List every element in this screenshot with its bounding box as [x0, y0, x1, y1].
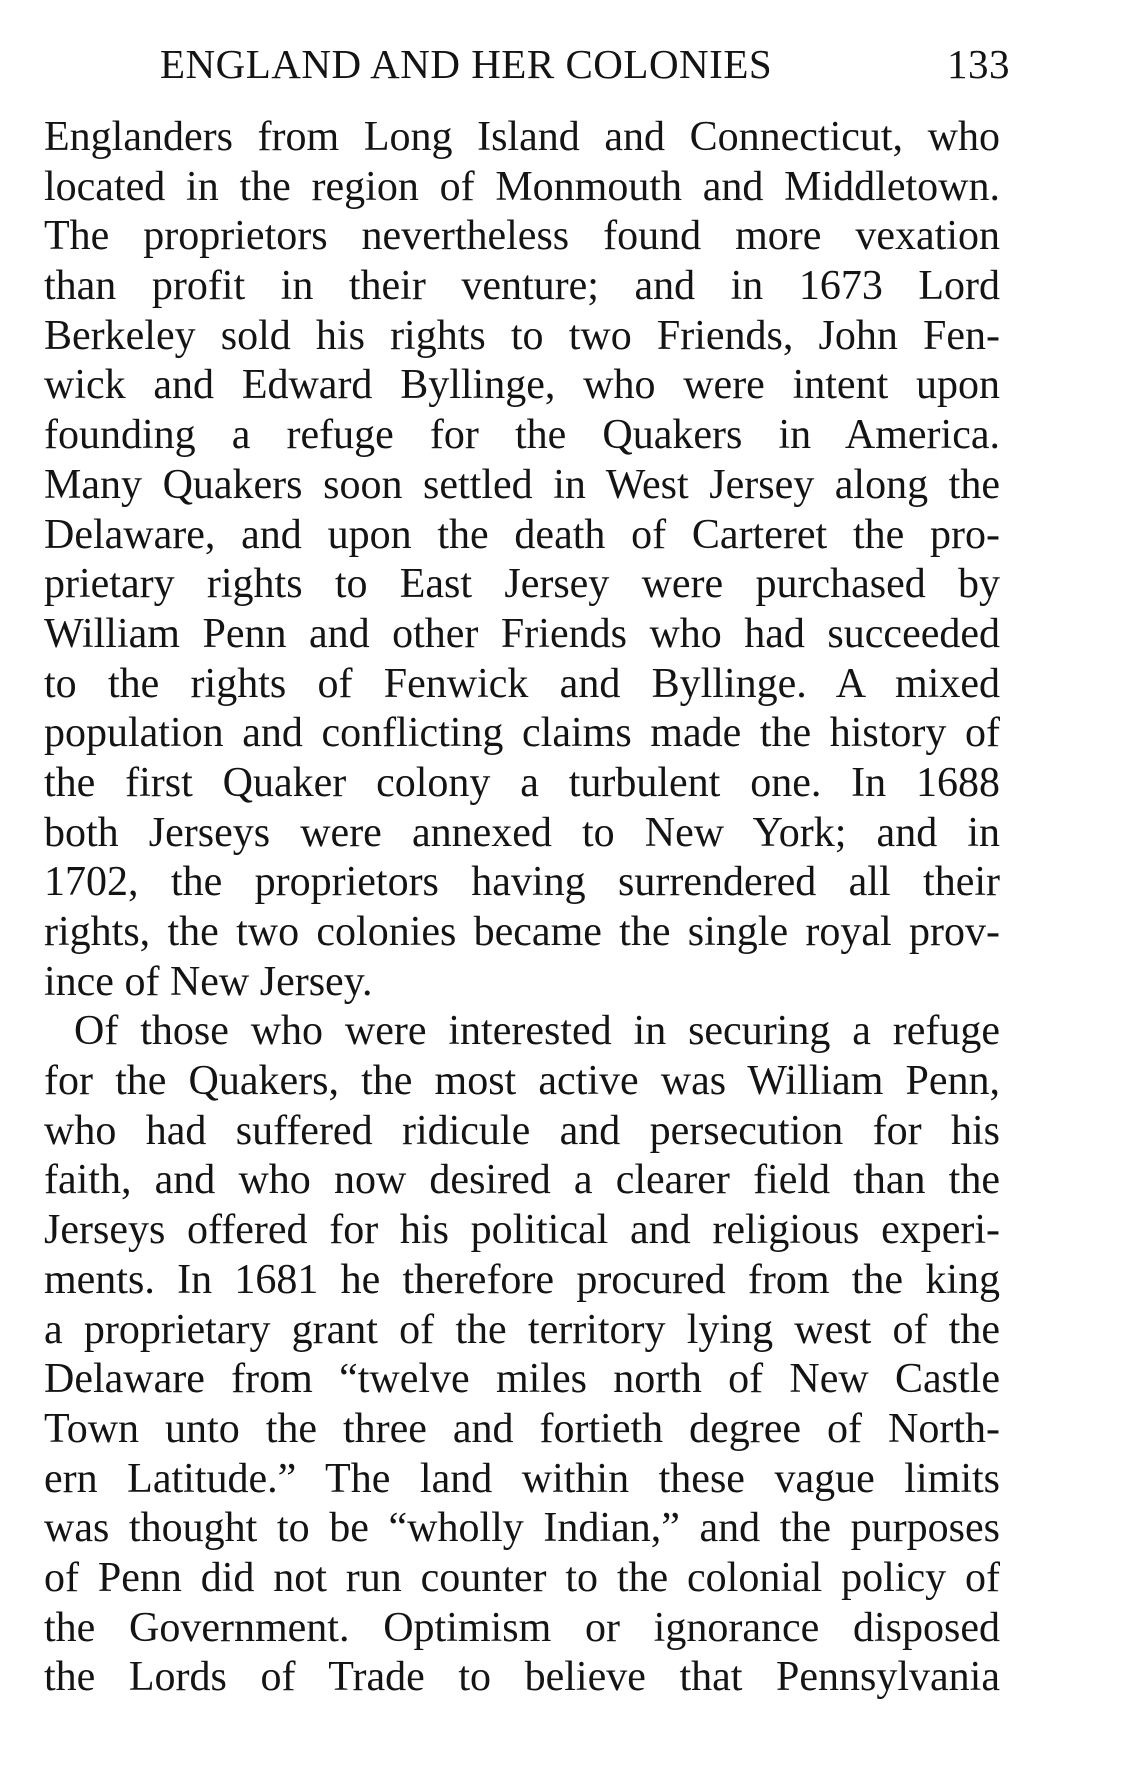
page-number: 133: [947, 41, 1010, 87]
text-line: 1702, the proprietors having surrendered all their: [44, 859, 1000, 906]
text-line: William Penn and other Friends who had succeeded: [44, 610, 1000, 657]
text-line: for the Quakers, the most active was William Penn,: [44, 1058, 1000, 1105]
paragraph-start-line: Of those who were interested in securing a refuge: [74, 1008, 1000, 1055]
text-line: ern Latitude.” The land within these vague limits: [44, 1455, 1000, 1502]
text-line: faith, and who now desired a clearer field than the: [44, 1157, 1000, 1204]
text-line: a proprietary grant of the territory lying west of the: [44, 1306, 1000, 1353]
text-line: than profit in their venture; and in 1673 Lord: [44, 263, 1000, 310]
running-head: [160, 40, 1010, 100]
paragraph-end-line: ince of New Jersey.: [44, 958, 373, 1005]
text-line: Berkeley sold his rights to two Friends, John Fen-: [44, 312, 1000, 359]
text-line: of Penn did not run counter to the colonial policy of: [44, 1554, 1000, 1601]
text-line: founding a refuge for the Quakers in America.: [44, 412, 1000, 459]
text-line: located in the region of Monmouth and Middletown.: [44, 163, 1000, 210]
text-line: population and conflicting claims made the history of: [44, 710, 1000, 757]
text-line: prietary rights to East Jersey were purchased by: [44, 561, 1000, 608]
running-head-title: ENGLAND AND HER COLONIES: [160, 41, 773, 87]
text-line: who had suffered ridicule and persecution for his: [44, 1107, 1000, 1154]
text-line: the Government. Optimism or ignorance disposed: [44, 1604, 1000, 1651]
text-line: the first Quaker colony a turbulent one. In 1688: [44, 759, 1000, 806]
text-line: both Jerseys were annexed to New York; and in: [44, 809, 1000, 856]
body-text: [44, 113, 1000, 1703]
text-line: rights, the two colonies became the single royal prov-: [44, 909, 1000, 955]
text-line: ments. In 1681 he therefore procured from the king: [44, 1256, 1000, 1303]
text-line: Delaware from “twelve miles north of New Castle: [44, 1356, 1000, 1403]
text-line: to the rights of Fenwick and Byllinge. A mixed: [44, 660, 1000, 707]
text-line: Englanders from Long Island and Connecticut, who: [44, 114, 1000, 160]
text-line: Town unto the three and fortieth degree of North-: [44, 1405, 1000, 1452]
text-line: Jerseys offered for his political and religious experi-: [44, 1207, 1000, 1254]
text-line: wick and Edward Byllinge, who were intent upon: [44, 362, 1000, 409]
text-line: was thought to be “wholly Indian,” and the purposes: [44, 1505, 1000, 1552]
text-line: Many Quakers soon settled in West Jersey along the: [44, 461, 1000, 508]
text-line: Delaware, and upon the death of Carteret the pro-: [44, 511, 1000, 558]
text-line: The proprietors nevertheless found more vexation: [44, 213, 1000, 260]
text-line: the Lords of Trade to believe that Pennsylvania: [44, 1654, 1000, 1701]
